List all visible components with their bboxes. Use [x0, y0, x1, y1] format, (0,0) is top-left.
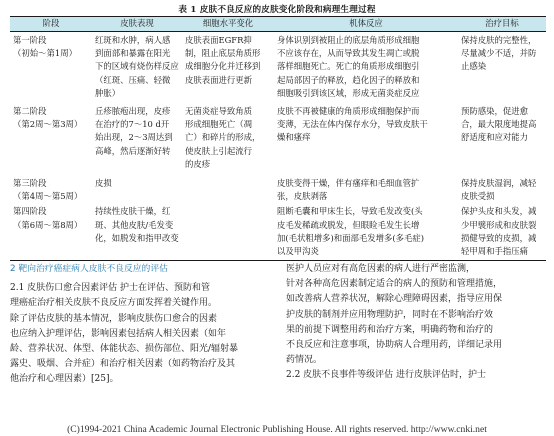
cell-text: 少甲襞形成和皮肤裂 — [461, 219, 537, 230]
header-cell: 细胞水平变化 — [182, 17, 274, 32]
cell-skin — [92, 100, 182, 171]
cell-text: 形成细胞死亡（凋 — [185, 119, 252, 130]
cell-text: 燥和瘙痒 — [277, 132, 311, 143]
cell-text: （红斑、压痛、轻微 — [95, 74, 171, 85]
cell-text: 红斑和水肿，病人感 — [95, 35, 171, 45]
cell-cell — [182, 32, 274, 101]
table-caption: 表 1 皮肤不良反应的皮肤变化阶段和病理生理过程 — [178, 5, 376, 15]
cell-goal — [458, 100, 546, 171]
cell-text: 皮肤受损 — [461, 191, 495, 202]
cell-text: 化，如脱发和指甲改变 — [95, 232, 179, 243]
cell-text: （第2周～第3周） — [13, 119, 83, 130]
cell-text: 尽量减少不适，并防 — [461, 48, 537, 59]
paragraph-line: 不良反应和注意事项，协助病人合理用药，详细记录用 — [286, 340, 503, 351]
skin-reaction-table — [10, 16, 546, 261]
cell-text: 第二阶段 — [13, 106, 47, 117]
cell-text: 的皮疹 — [185, 158, 211, 169]
cell-text: 无菌炎症导致角质 — [185, 106, 252, 117]
cell-text: 阻断毛囊和甲床生长，导致毛发改变(头 — [277, 206, 423, 217]
cell-text: 肿胀） — [95, 87, 121, 98]
cell-text: 皮肤不再被健康的角质形成细胞保护而 — [277, 106, 420, 117]
cell-text: 第四阶段 — [13, 206, 47, 217]
cell-text: （初始～第1周） — [13, 48, 77, 59]
header-skin: 皮肤表现 — [92, 17, 182, 32]
cell-text: 亡）和碎片的形成， — [185, 132, 261, 143]
cell-stage — [10, 171, 92, 203]
paragraph-line: 护皮肤的制剂并应用物理防护，同时在不影响治疗效 — [286, 309, 494, 320]
cell-cell — [182, 203, 274, 260]
paragraph-line: 针对各种高危因素制定适合的病人的预防和管理措施， — [286, 279, 503, 290]
table-row — [10, 32, 546, 101]
cell-text: 身体识别到被阻止的底层角质形成细胞 — [277, 35, 420, 45]
cell-text: 起局部因子的释放，趋化因子的释放和 — [277, 74, 420, 85]
cell-text: 保持皮肤湿润，减轻 — [461, 178, 537, 189]
cell-body — [274, 100, 458, 171]
cell-text: 损健导致的皮损，减 — [461, 232, 537, 243]
cell-text: 合，最大限度地提高 — [461, 119, 537, 130]
cell-text: 张，皮肤剥落 — [277, 191, 328, 202]
cell-skin — [92, 32, 182, 101]
table-row — [10, 203, 546, 260]
cell-text: 轻甲周和手指压痛 — [461, 246, 528, 257]
cell-cell — [182, 171, 274, 203]
cell-text: 皮毛发稀疏或脱发，但眼睑毛发生长增 — [277, 219, 420, 230]
cell-text: 变薄，无法在体内保存水分，导致皮肤干 — [277, 119, 428, 130]
paragraph-line: 露史、吸烟、合并症）和治疗相关因素（如药物治疗及其 — [10, 359, 236, 370]
paragraph-line: 也应纳入护理评估，影响因素包括病人相关因素（如年 — [10, 328, 227, 339]
header-body: 机体反应 — [274, 17, 458, 32]
cell-body — [274, 171, 458, 203]
cell-text: 不应该存在，从而导致其发生凋亡或脱 — [277, 48, 420, 59]
cell-text: （第6周～第8周） — [13, 219, 83, 230]
cell-text: 皮损 — [95, 178, 112, 189]
cell-skin — [92, 203, 182, 260]
paragraph-line: 他治疗和心理因素）[25]。 — [10, 374, 119, 385]
header-stage: 阶段 — [10, 17, 92, 32]
header-goal: 治疗目标 — [458, 17, 546, 32]
paragraph-line: 龄、营养状况、体型、体能状态、损伤部位、阳光/辐射暴 — [10, 344, 239, 355]
cell-goal — [458, 32, 546, 101]
copyright-footer: (C)1994-2021 China Academic Journal Electronic Publishing House. All rights reserved. http://www.cnki.net — [67, 424, 487, 435]
cell-text: 制，阻止底层角质形 — [185, 48, 261, 59]
cell-skin — [92, 171, 182, 203]
cell-text: （第4周～第5周） — [13, 191, 83, 202]
cell-text: 在治疗的7～10 d开 — [95, 119, 170, 130]
cell-text: 丘疹脓疱出现，皮疹 — [95, 106, 171, 117]
cell-text: 皮肤变得干燥，伴有瘙痒和毛细血管扩 — [277, 178, 420, 189]
paragraph-line: 果的前提下调整用药和治疗方案，明确药物和治疗的 — [286, 324, 494, 335]
table-header-row — [10, 17, 546, 32]
paragraph-line: 2.2 皮肤不良事件等级评估 进行皮肤评估时，护士 — [286, 370, 487, 381]
section-heading: 2 靶向治疗癌症病人皮肤不良反应的评估 — [10, 264, 168, 274]
cell-goal — [458, 171, 546, 203]
right-column — [286, 262, 548, 384]
cell-body — [274, 32, 458, 101]
paragraph-line: 如改善病人营养状况，解除心理障碍因素，指导应用保 — [286, 294, 503, 305]
cell-text: 第三阶段 — [13, 178, 47, 189]
paragraph-line: 药情况。 — [286, 355, 323, 366]
cell-text: 皮肤表面进行更新 — [185, 74, 252, 85]
cell-text: 成细胞分化并迁移到 — [185, 61, 261, 72]
left-column — [10, 262, 272, 388]
cell-text: 保持皮肤的完整性， — [461, 35, 537, 45]
paragraph-line: 除了评估皮肤的基本情况，影响皮肤伤口愈合的因素 — [10, 313, 218, 324]
table-row — [10, 171, 546, 203]
cell-body — [274, 203, 458, 260]
cell-text: 皮肤表面EGFR抑 — [185, 35, 252, 45]
cell-text: 下的区域有烧伤样反应 — [95, 61, 179, 72]
cell-text: 落样细胞死亡。死亡的角质形成细胞引 — [277, 61, 420, 72]
cell-text: 高峰，然后逐渐好转 — [95, 145, 171, 156]
cell-text: 以及甲沟炎 — [277, 246, 319, 257]
cell-text: 使皮肤上引起流行 — [185, 145, 252, 156]
cell-goal — [458, 203, 546, 260]
cell-stage — [10, 100, 92, 171]
cell-stage — [10, 32, 92, 101]
cell-text: 保护头皮和头发，减 — [461, 206, 537, 217]
cell-text: 预防感染，促进愈 — [461, 106, 528, 117]
cell-text: 到面部和暴露在阳光 — [95, 48, 171, 59]
paragraph-line: 2.1 皮肤伤口愈合因素评估 护士在评估、预防和管 — [10, 283, 211, 294]
cell-text: 止感染 — [461, 61, 487, 72]
table-row — [10, 100, 546, 171]
cell-text: 第一阶段 — [13, 35, 47, 45]
cell-stage — [10, 203, 92, 260]
paragraph-line: 医护人员应对有高危因素的病人进行严密监测， — [286, 264, 476, 274]
cell-text: 斑、其他皮肤/毛发变 — [95, 219, 174, 230]
cell-cell — [182, 100, 274, 171]
cell-text: 舒适度和应对能力 — [461, 132, 528, 143]
cell-text: 始出现，2～3周达到 — [95, 132, 173, 143]
paragraph-line: 理癌症治疗相关皮肤不良反应方面发挥着关键作用。 — [10, 298, 218, 309]
cell-text: 持续性皮肤干燥，红 — [95, 206, 171, 217]
cell-text: 加(毛状粗增多)和面部毛发增多(多毛症) — [277, 232, 425, 243]
cell-text: 细胞吸引到该区域，形成无菌炎症反应 — [277, 87, 420, 98]
